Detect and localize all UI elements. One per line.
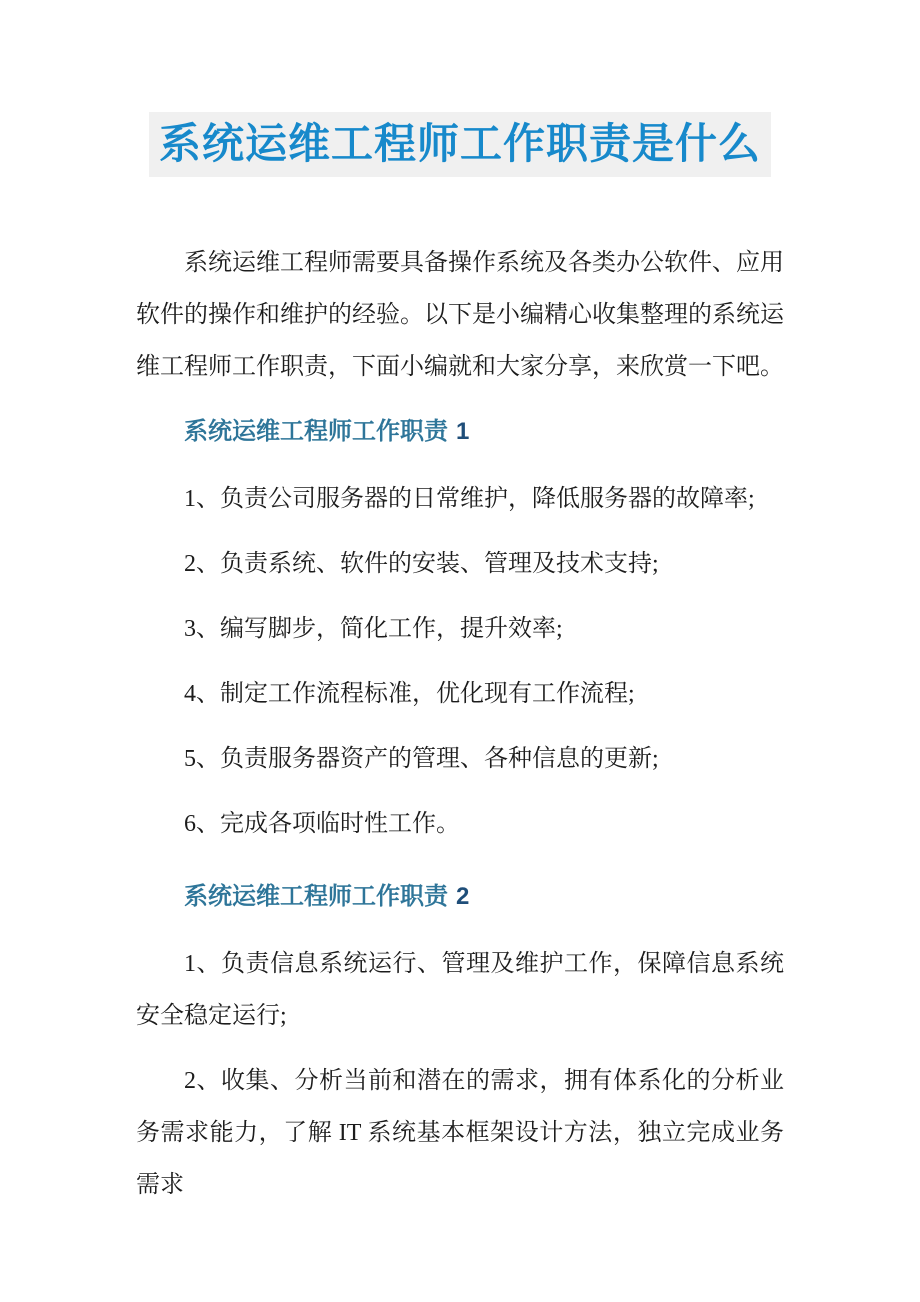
section-1-heading-number: 1 [456, 417, 470, 445]
section-1-items [136, 473, 784, 850]
list-item: 5、负责服务器资产的管理、各种信息的更新; [184, 745, 659, 772]
intro-paragraph: 系统运维工程师需要具备操作系统及各类办公软件、应用软件的操作和维护的经验。以下是小编精心收集整理的系统运维工程师工作职责，下面小编就和大家分享，来欣赏一下吧。 [136, 249, 784, 380]
document-title-wrap [0, 0, 920, 177]
list-item: 2、收集、分析当前和潜在的需求，拥有体系化的分析业务需求能力，了解 IT 系统基本框架设计方法，独立完成业务需求 [136, 1067, 784, 1198]
document-body [136, 237, 784, 1211]
list-item: 6、完成各项临时性工作。 [184, 810, 460, 837]
section-1-heading-text: 系统运维工程师工作职责 [184, 417, 448, 445]
document-title: 系统运维工程师工作职责是什么 [149, 112, 771, 177]
list-item: 1、负责公司服务器的日常维护，降低服务器的故障率; [184, 485, 755, 512]
list-item: 2、负责系统、软件的安装、管理及技术支持; [184, 550, 659, 577]
section-2-heading-text: 系统运维工程师工作职责 [184, 882, 448, 910]
list-item: 4、制定工作流程标准，优化现有工作流程; [184, 680, 635, 707]
list-item: 1、负责信息系统运行、管理及维护工作，保障信息系统安全稳定运行; [136, 950, 784, 1029]
section-2-heading [136, 880, 784, 914]
section-1-heading [136, 415, 784, 449]
section-2-heading-number: 2 [456, 882, 470, 910]
list-item: 3、编写脚步，简化工作，提升效率; [184, 615, 563, 642]
section-2-items [136, 938, 784, 1211]
